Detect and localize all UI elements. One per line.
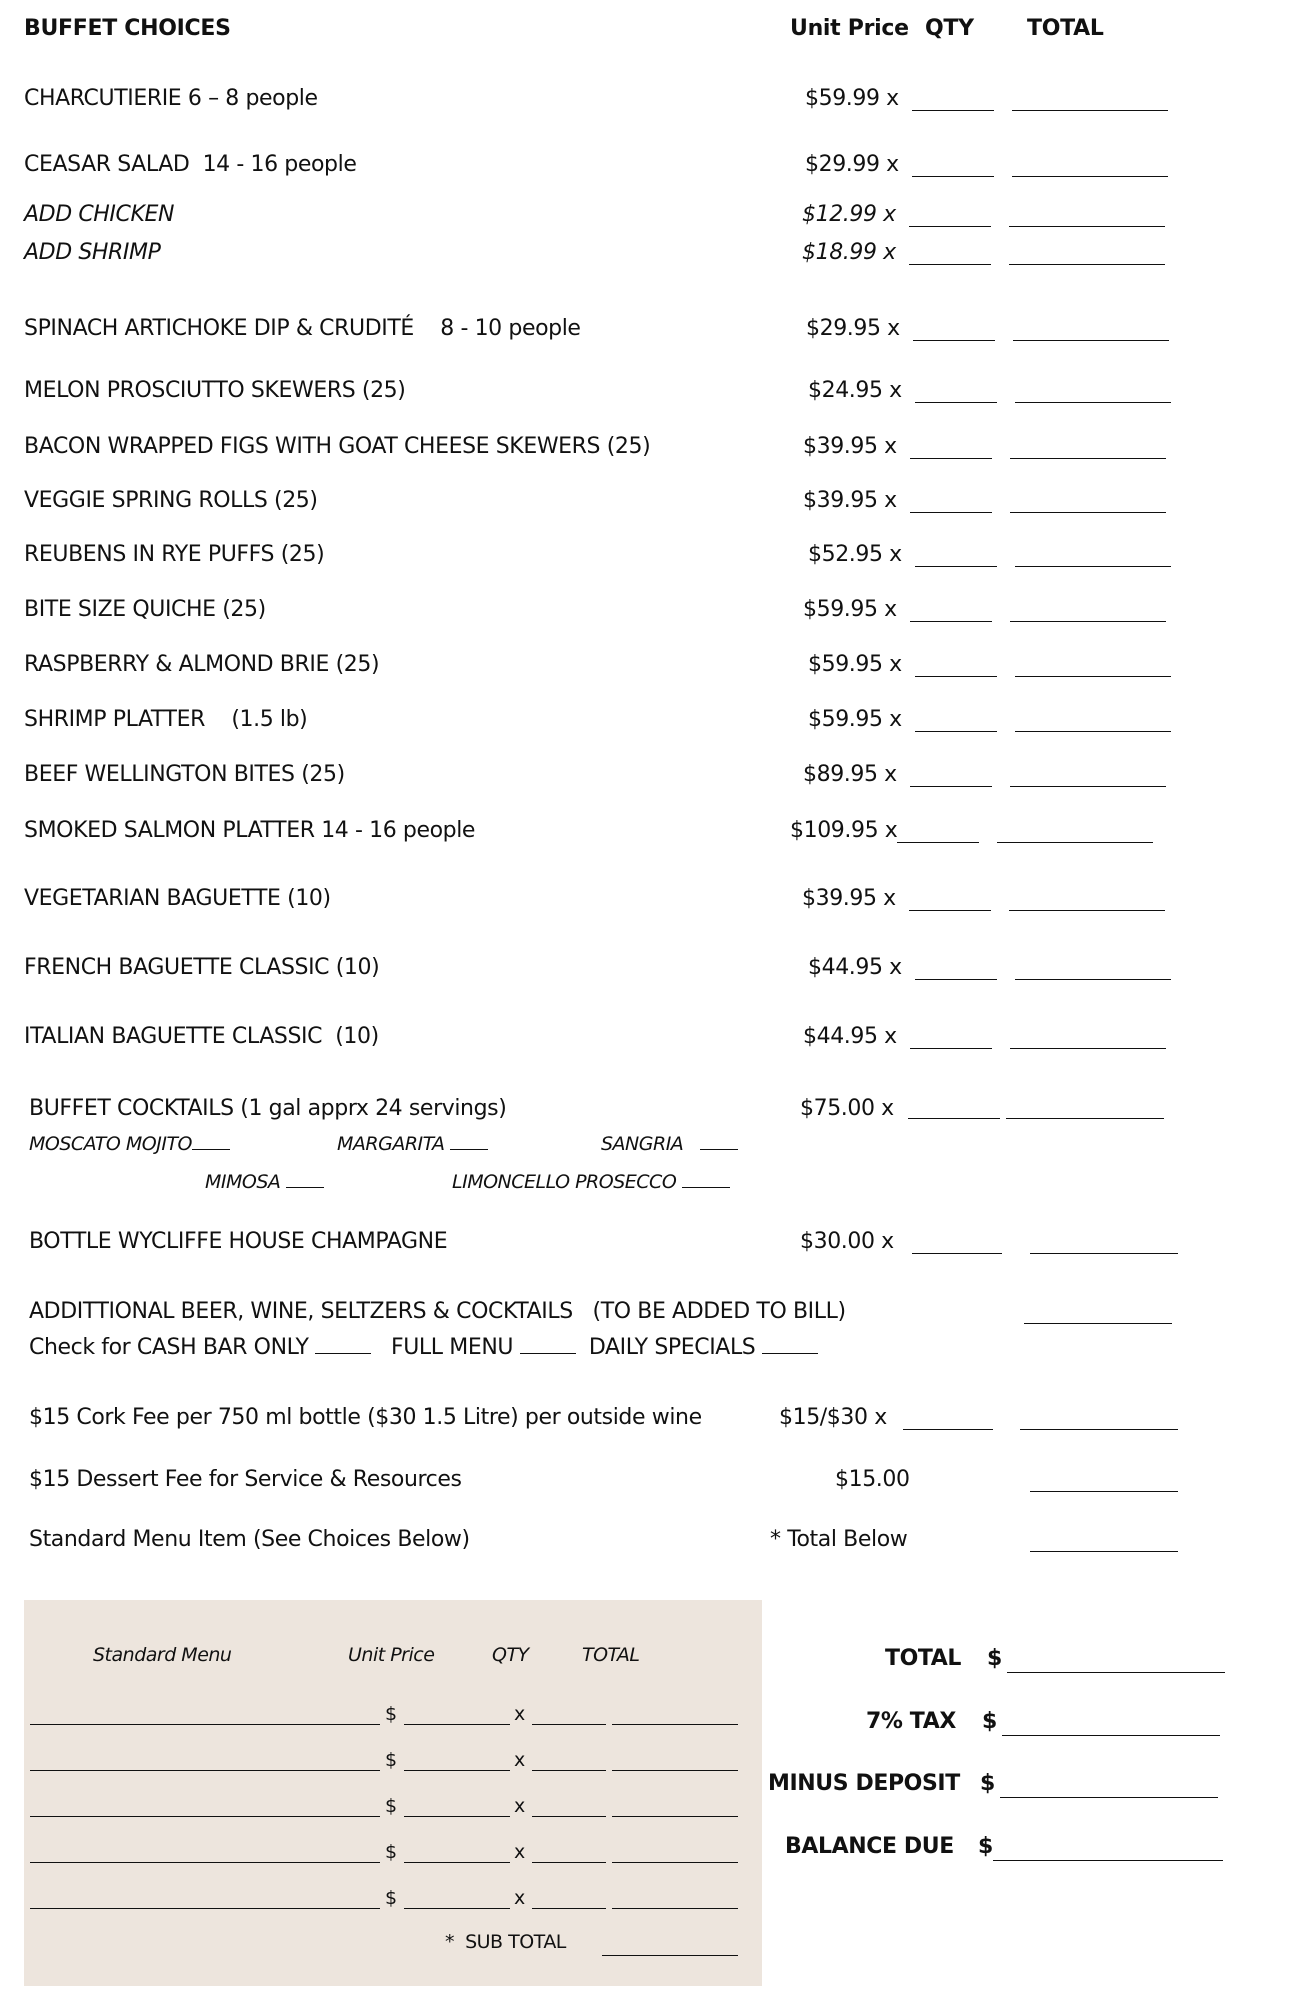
standard-menu-item-label: Standard Menu Item (See Choices Below) bbox=[29, 1527, 470, 1552]
buffet-item-total-field[interactable] bbox=[1010, 1048, 1166, 1049]
bar-options-row bbox=[29, 1334, 818, 1360]
full-menu-label: FULL MENU bbox=[390, 1335, 514, 1360]
cocktail-option-mimosa[interactable] bbox=[205, 1168, 324, 1193]
cocktail-option-check-blank[interactable] bbox=[192, 1130, 230, 1150]
buffet-item-qty-field[interactable] bbox=[915, 402, 997, 403]
cocktail-option-label: SANGRIA bbox=[601, 1133, 684, 1155]
std-row-item-field[interactable] bbox=[30, 1908, 380, 1909]
buffet-item-name: REUBENS IN RYE PUFFS (25) bbox=[24, 542, 325, 567]
buffet-item-total-field[interactable] bbox=[1012, 110, 1168, 111]
cocktail-option-check-blank[interactable] bbox=[682, 1168, 730, 1188]
std-row-qty-field[interactable] bbox=[532, 1862, 606, 1863]
buffet-item-name: ADD SHRIMP bbox=[24, 240, 161, 265]
champagne-name: BOTTLE WYCLIFFE HOUSE CHAMPAGNE bbox=[29, 1229, 448, 1254]
col-header-unit-price: Unit Price bbox=[790, 16, 909, 41]
buffet-item-name: ADD CHICKEN bbox=[24, 202, 175, 227]
buffet-item-total-field[interactable] bbox=[1015, 731, 1171, 732]
buffet-item-name: FRENCH BAGUETTE CLASSIC (10) bbox=[24, 955, 380, 980]
cocktail-option-check-blank[interactable] bbox=[450, 1130, 488, 1150]
buffet-item-name: SMOKED SALMON PLATTER 14 - 16 people bbox=[24, 818, 476, 843]
standard-menu-item-total-field[interactable] bbox=[1030, 1551, 1178, 1552]
buffet-item-name: ITALIAN BAGUETTE CLASSIC (10) bbox=[24, 1024, 379, 1049]
buffet-item-price: $39.95 x bbox=[803, 434, 897, 459]
dessert-fee-label: $15 Dessert Fee for Service & Resources bbox=[29, 1467, 462, 1492]
buffet-item-total-field[interactable] bbox=[1015, 566, 1171, 567]
std-row-dollar: $ bbox=[385, 1703, 397, 1725]
buffet-item-qty-field[interactable] bbox=[910, 621, 992, 622]
cocktail-option-label: MARGARITA bbox=[337, 1133, 445, 1155]
buffet-item-name: CHARCUTIERIE 6 – 8 people bbox=[24, 86, 318, 111]
std-row-qty-field[interactable] bbox=[532, 1770, 606, 1771]
subtotal-field[interactable] bbox=[602, 1955, 738, 1956]
buffet-item-name: SHRIMP PLATTER (1.5 lb) bbox=[24, 707, 308, 732]
cocktails-total-field[interactable] bbox=[1006, 1118, 1164, 1119]
cork-fee-label: $15 Cork Fee per 750 ml bottle ($30 1.5 Litre) per outside wine bbox=[29, 1405, 702, 1430]
std-row-dollar: $ bbox=[385, 1887, 397, 1909]
summary-balance-field[interactable] bbox=[993, 1860, 1223, 1861]
buffet-item-total-field[interactable] bbox=[1012, 176, 1168, 177]
buffet-item-name: SPINACH ARTICHOKE DIP & CRUDITÉ 8 - 10 people bbox=[24, 316, 581, 341]
summary-total-currency: $ bbox=[987, 1646, 1002, 1671]
col-header-total: TOTAL bbox=[1027, 16, 1104, 41]
cocktail-option-check-blank[interactable] bbox=[700, 1130, 738, 1150]
cocktail-option-moscato-mojito[interactable] bbox=[29, 1130, 230, 1155]
full-menu-check-blank[interactable] bbox=[520, 1334, 576, 1354]
std-col-unit-price: Unit Price bbox=[348, 1644, 435, 1666]
summary-total-field[interactable] bbox=[1007, 1672, 1225, 1673]
buffet-item-price: $44.95 x bbox=[803, 1024, 897, 1049]
std-row-times: x bbox=[514, 1703, 525, 1725]
std-row-price-field[interactable] bbox=[404, 1908, 510, 1909]
std-row-total-field[interactable] bbox=[612, 1862, 738, 1863]
cocktail-option-limoncello-prosecco[interactable] bbox=[452, 1168, 730, 1193]
std-row-price-field[interactable] bbox=[404, 1862, 510, 1863]
buffet-item-price: $44.95 x bbox=[808, 955, 902, 980]
daily-specials-label: DAILY SPECIALS bbox=[588, 1335, 756, 1360]
std-row-times: x bbox=[514, 1841, 525, 1863]
cocktails-qty-field[interactable] bbox=[908, 1118, 1000, 1119]
buffet-item-price: $12.99 x bbox=[802, 202, 896, 227]
buffet-item-total-field[interactable] bbox=[1009, 910, 1165, 911]
summary-balance-label: BALANCE DUE bbox=[785, 1834, 954, 1859]
std-row-price-field[interactable] bbox=[404, 1724, 510, 1725]
cocktail-option-label: LIMONCELLO PROSECCO bbox=[452, 1171, 677, 1193]
buffet-item-qty-field[interactable] bbox=[910, 786, 992, 787]
buffet-item-qty-field[interactable] bbox=[897, 842, 979, 843]
cocktails-price: $75.00 x bbox=[800, 1096, 894, 1121]
std-row-total-field[interactable] bbox=[612, 1770, 738, 1771]
buffet-item-qty-field[interactable] bbox=[910, 458, 992, 459]
std-row-item-field[interactable] bbox=[30, 1770, 380, 1771]
buffet-item-name: BEEF WELLINGTON BITES (25) bbox=[24, 762, 345, 787]
buffet-item-qty-field[interactable] bbox=[912, 176, 994, 177]
summary-deposit-field[interactable] bbox=[1000, 1797, 1218, 1798]
std-row-dollar: $ bbox=[385, 1841, 397, 1863]
buffet-item-name: CEASAR SALAD 14 - 16 people bbox=[24, 152, 357, 177]
cash-bar-label: Check for CASH BAR ONLY bbox=[29, 1335, 309, 1360]
buffet-item-total-field[interactable] bbox=[1015, 402, 1171, 403]
std-row-total-field[interactable] bbox=[612, 1908, 738, 1909]
std-row-price-field[interactable] bbox=[404, 1816, 510, 1817]
summary-tax-label: 7% TAX bbox=[866, 1709, 956, 1734]
dessert-fee-total-field[interactable] bbox=[1030, 1491, 1178, 1492]
buffet-item-name: MELON PROSCIUTTO SKEWERS (25) bbox=[24, 378, 406, 403]
buffet-item-price: $109.95 x bbox=[790, 818, 898, 843]
cork-fee-qty-field[interactable] bbox=[903, 1429, 993, 1430]
buffet-item-total-field[interactable] bbox=[1013, 340, 1169, 341]
std-row-times: x bbox=[514, 1887, 525, 1909]
std-row-dollar: $ bbox=[385, 1795, 397, 1817]
buffet-item-qty-field[interactable] bbox=[910, 512, 992, 513]
additional-drinks-label: ADDITTIONAL BEER, WINE, SELTZERS & COCKTAILS (TO BE ADDED TO BILL) bbox=[29, 1299, 846, 1324]
summary-total-label: TOTAL bbox=[885, 1646, 962, 1671]
buffet-item-price: $89.95 x bbox=[803, 762, 897, 787]
buffet-item-price: $59.99 x bbox=[805, 86, 899, 111]
buffet-item-price: $59.95 x bbox=[808, 652, 902, 677]
subtotal-label: * SUB TOTAL bbox=[445, 1931, 566, 1953]
daily-specials-check-blank[interactable] bbox=[762, 1334, 818, 1354]
buffet-item-price: $29.95 x bbox=[806, 316, 900, 341]
cork-fee-total-field[interactable] bbox=[1020, 1429, 1178, 1430]
buffet-item-total-field[interactable] bbox=[1010, 512, 1166, 513]
buffet-item-qty-field[interactable] bbox=[912, 110, 994, 111]
buffet-item-name: BACON WRAPPED FIGS WITH GOAT CHEESE SKEWERS (25) bbox=[24, 434, 651, 459]
buffet-item-total-field[interactable] bbox=[997, 842, 1153, 843]
page-title: BUFFET CHOICES bbox=[24, 16, 231, 41]
cocktail-option-check-blank[interactable] bbox=[286, 1168, 324, 1188]
std-col-total: TOTAL bbox=[582, 1644, 640, 1666]
dessert-fee-price: $15.00 bbox=[835, 1467, 910, 1492]
std-row-total-field[interactable] bbox=[612, 1816, 738, 1817]
cocktail-option-label: MOSCATO MOJITO bbox=[29, 1133, 193, 1155]
buffet-item-price: $52.95 x bbox=[808, 542, 902, 567]
cocktail-option-label: MIMOSA bbox=[205, 1171, 281, 1193]
buffet-item-qty-field[interactable] bbox=[913, 340, 995, 341]
col-header-qty: QTY bbox=[925, 16, 974, 41]
buffet-item-qty-field[interactable] bbox=[915, 676, 997, 677]
champagne-total-field[interactable] bbox=[1030, 1253, 1178, 1254]
buffet-item-total-field[interactable] bbox=[1015, 676, 1171, 677]
champagne-price: $30.00 x bbox=[800, 1229, 894, 1254]
cocktail-option-sangria[interactable] bbox=[601, 1130, 738, 1155]
buffet-item-qty-field[interactable] bbox=[915, 566, 997, 567]
buffet-item-price: $39.95 x bbox=[802, 886, 896, 911]
buffet-item-price: $59.95 x bbox=[803, 597, 897, 622]
buffet-item-name: VEGETARIAN BAGUETTE (10) bbox=[24, 886, 331, 911]
champagne-qty-field[interactable] bbox=[912, 1253, 1002, 1254]
std-row-total-field[interactable] bbox=[612, 1724, 738, 1725]
buffet-item-qty-field[interactable] bbox=[915, 731, 997, 732]
buffet-item-price: $29.99 x bbox=[805, 152, 899, 177]
buffet-item-total-field[interactable] bbox=[1010, 621, 1166, 622]
std-row-qty-field[interactable] bbox=[532, 1724, 606, 1725]
standard-menu-item-note: * Total Below bbox=[770, 1527, 908, 1552]
std-row-times: x bbox=[514, 1795, 525, 1817]
std-row-price-field[interactable] bbox=[404, 1770, 510, 1771]
std-row-dollar: $ bbox=[385, 1749, 397, 1771]
std-row-qty-field[interactable] bbox=[532, 1816, 606, 1817]
buffet-item-price: $18.99 x bbox=[802, 240, 896, 265]
summary-deposit-currency: $ bbox=[980, 1771, 995, 1796]
buffet-item-qty-field[interactable] bbox=[915, 979, 997, 980]
buffet-item-total-field[interactable] bbox=[1015, 979, 1171, 980]
buffet-item-name: BITE SIZE QUICHE (25) bbox=[24, 597, 266, 622]
cork-fee-price: $15/$30 x bbox=[779, 1405, 887, 1430]
std-row-qty-field[interactable] bbox=[532, 1908, 606, 1909]
std-row-item-field[interactable] bbox=[30, 1724, 380, 1725]
summary-tax-currency: $ bbox=[982, 1709, 997, 1734]
buffet-item-total-field[interactable] bbox=[1010, 458, 1166, 459]
buffet-item-total-field[interactable] bbox=[1010, 786, 1166, 787]
buffet-item-qty-field[interactable] bbox=[909, 264, 991, 265]
additional-total-field[interactable] bbox=[1024, 1323, 1172, 1324]
buffet-item-price: $59.95 x bbox=[808, 707, 902, 732]
cocktails-name: BUFFET COCKTAILS (1 gal apprx 24 servings) bbox=[29, 1096, 507, 1121]
std-col-qty: QTY bbox=[492, 1644, 529, 1666]
buffet-item-price: $24.95 x bbox=[808, 378, 902, 403]
summary-tax-field[interactable] bbox=[1002, 1735, 1220, 1736]
cash-bar-check-blank[interactable] bbox=[315, 1334, 371, 1354]
summary-deposit-label: MINUS DEPOSIT bbox=[768, 1771, 960, 1796]
std-row-times: x bbox=[514, 1749, 525, 1771]
buffet-item-total-field[interactable] bbox=[1009, 226, 1165, 227]
std-col-menu: Standard Menu bbox=[93, 1644, 232, 1666]
std-row-item-field[interactable] bbox=[30, 1862, 380, 1863]
buffet-item-price: $39.95 x bbox=[803, 488, 897, 513]
buffet-item-name: RASPBERRY & ALMOND BRIE (25) bbox=[24, 652, 380, 677]
cocktail-option-margarita[interactable] bbox=[337, 1130, 488, 1155]
buffet-item-qty-field[interactable] bbox=[909, 226, 991, 227]
buffet-item-qty-field[interactable] bbox=[909, 910, 991, 911]
buffet-item-total-field[interactable] bbox=[1009, 264, 1165, 265]
buffet-item-name: VEGGIE SPRING ROLLS (25) bbox=[24, 488, 318, 513]
summary-balance-currency: $ bbox=[978, 1834, 993, 1859]
std-row-item-field[interactable] bbox=[30, 1816, 380, 1817]
buffet-item-qty-field[interactable] bbox=[910, 1048, 992, 1049]
